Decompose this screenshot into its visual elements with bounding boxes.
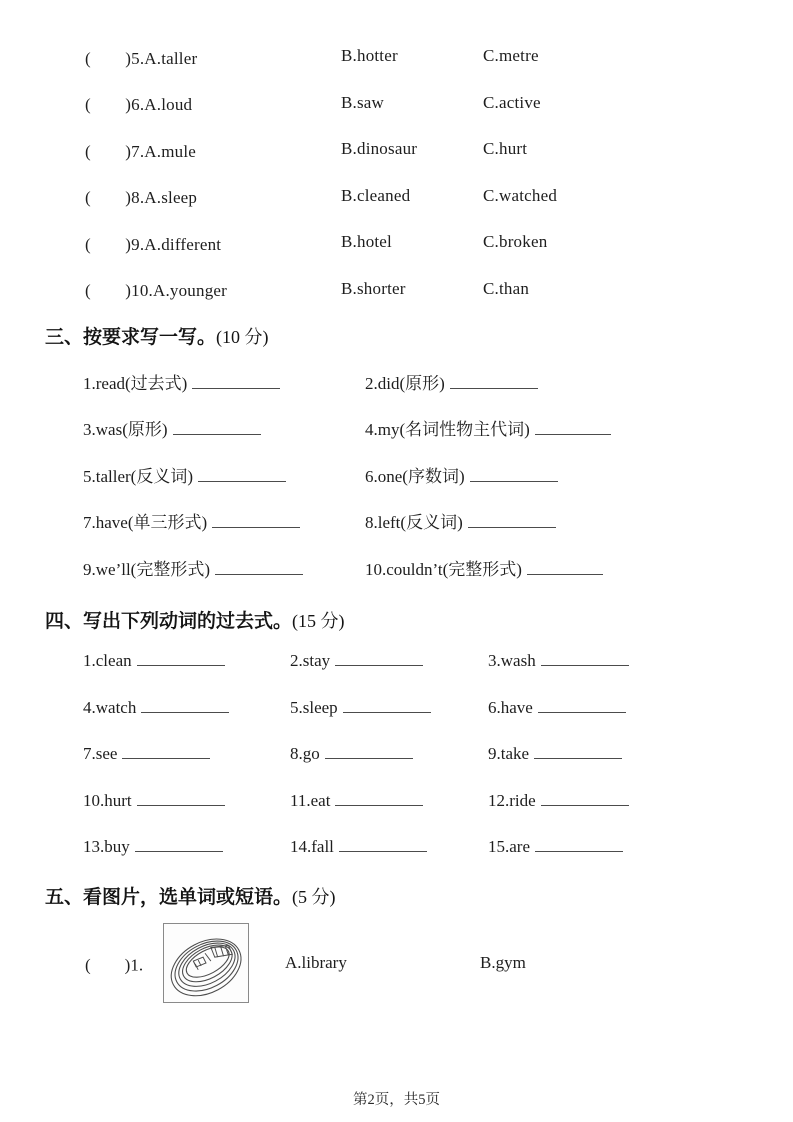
verb-item-3 [488, 649, 793, 671]
verb-item-1 [83, 649, 290, 671]
fill-item-3 [83, 415, 365, 440]
verb-label: 1.clean [83, 651, 132, 671]
fill-item-label: 8.left(反义词) [365, 513, 463, 533]
section4-title [45, 606, 345, 633]
answer-blank [137, 789, 225, 806]
section3-title-text: 三、按要求写一写。 [45, 327, 217, 348]
picture-item-lead: ( )1. [85, 955, 144, 975]
fill-item-label: 1.read(过去式) [83, 373, 188, 393]
mc-option-b: B.shorter [341, 278, 406, 298]
fill-item-6 [365, 462, 793, 487]
answer-blank [198, 465, 286, 482]
fill-row [0, 358, 793, 405]
mc-lead: ( )6.A.loud [85, 95, 193, 115]
fill-item-label: 4.my(名词性物主代词) [365, 420, 530, 440]
write-as-required-section [0, 358, 793, 591]
fill-row [0, 498, 793, 545]
answer-blank [538, 696, 626, 713]
mc-option-c: C.metre [483, 46, 539, 66]
mc-option-c: C.than [483, 278, 530, 298]
verb-item-8 [290, 742, 488, 764]
mc-option-b: B.saw [341, 92, 385, 112]
answer-blank [470, 465, 558, 482]
fill-row [0, 405, 793, 452]
verb-label: 12.ride [488, 790, 536, 810]
verb-label: 11.eat [290, 790, 331, 810]
mc-item-9 [0, 219, 793, 266]
fill-row [0, 684, 793, 731]
fill-item-1 [83, 369, 365, 394]
fill-item-label: 9.we’ll(完整形式) [83, 559, 211, 579]
answer-blank [339, 835, 427, 852]
multiple-choice-section [0, 33, 793, 312]
verb-label: 15.are [488, 837, 531, 857]
verb-item-10 [83, 789, 290, 811]
answer-blank [335, 789, 423, 806]
fill-row [0, 637, 793, 684]
answer-blank [335, 649, 423, 666]
answer-blank [535, 835, 623, 852]
mc-lead: ( )7.A.mule [85, 141, 196, 161]
mc-option-c: C.watched [483, 185, 558, 205]
mc-option-c: C.broken [483, 232, 548, 252]
verb-label: 4.watch [83, 697, 137, 717]
verb-label: 7.see [83, 744, 118, 764]
mc-item-10 [0, 266, 793, 313]
running-track-drawing [164, 924, 248, 1002]
fill-item-label: 10.couldn’t(完整形式) [365, 559, 522, 579]
fill-item-label: 3.was(原形) [83, 420, 168, 440]
page-number-footer: 第2页，共5页 [353, 1092, 440, 1108]
answer-blank [173, 418, 261, 435]
section5-title-text: 五、看图片，选单词或短语。 [45, 887, 293, 908]
answer-blank [534, 742, 622, 759]
mc-option-b: B.cleaned [341, 185, 411, 205]
picture-option-a: A.library [285, 953, 347, 972]
mc-option-b: B.hotter [341, 46, 398, 66]
answer-blank [527, 558, 603, 575]
verb-label: 2.stay [290, 651, 331, 671]
fill-item-label: 6.one(序数词) [365, 466, 465, 486]
mc-option-c: C.active [483, 92, 541, 112]
answer-blank [212, 511, 300, 528]
answer-blank [541, 789, 629, 806]
picture-option-b: B.gym [480, 953, 526, 972]
section3-title [45, 322, 269, 349]
answer-blank [535, 418, 611, 435]
fill-row [0, 777, 793, 824]
verb-label: 5.sleep [290, 697, 338, 717]
mc-lead: ( )5.A.taller [85, 48, 198, 68]
verb-label: 9.take [488, 744, 530, 764]
fill-item-10 [365, 555, 793, 580]
past-tense-section [0, 637, 793, 870]
mc-lead: ( )10.A.younger [85, 281, 228, 301]
verb-label: 3.wash [488, 651, 536, 671]
running-track-image [163, 923, 249, 1003]
verb-item-13 [83, 835, 290, 857]
mc-option-b: B.dinosaur [341, 139, 418, 159]
fill-row [0, 823, 793, 870]
answer-blank [325, 742, 413, 759]
answer-blank [141, 696, 229, 713]
answer-blank [343, 696, 431, 713]
fill-item-label: 7.have(单三形式) [83, 513, 208, 533]
verb-item-15 [488, 835, 793, 857]
fill-row [0, 730, 793, 777]
section5-score: (5 分) [292, 887, 336, 907]
verb-label: 10.hurt [83, 790, 132, 810]
answer-blank [122, 742, 210, 759]
verb-label: 13.buy [83, 837, 130, 857]
section3-score: (10 分) [216, 327, 269, 347]
mc-option-c: C.hurt [483, 139, 528, 159]
fill-row [0, 544, 793, 591]
mc-item-5 [0, 33, 793, 80]
verb-item-12 [488, 789, 793, 811]
verb-item-4 [83, 696, 290, 718]
fill-item-label: 2.did(原形) [365, 373, 445, 393]
mc-item-8 [0, 173, 793, 220]
verb-item-7 [83, 742, 290, 764]
mc-lead: ( )9.A.different [85, 234, 222, 254]
fill-item-8 [365, 508, 793, 533]
answer-blank [541, 649, 629, 666]
section4-title-text: 四、写出下列动词的过去式。 [45, 611, 293, 632]
answer-blank [135, 835, 223, 852]
picture-choice-item-1 [0, 922, 793, 1004]
fill-item-4 [365, 415, 793, 440]
fill-item-7 [83, 508, 365, 533]
answer-blank [468, 511, 556, 528]
fill-row [0, 451, 793, 498]
mc-item-6 [0, 80, 793, 127]
mc-option-b: B.hotel [341, 232, 392, 252]
verb-item-14 [290, 835, 488, 857]
verb-label: 8.go [290, 744, 320, 764]
section5-title [45, 882, 336, 909]
verb-item-11 [290, 789, 488, 811]
verb-label: 14.fall [290, 837, 334, 857]
fill-item-2 [365, 369, 793, 394]
section4-score: (15 分) [292, 611, 345, 631]
verb-item-9 [488, 742, 793, 764]
fill-item-9 [83, 555, 365, 580]
mc-lead: ( )8.A.sleep [85, 188, 198, 208]
mc-item-7 [0, 126, 793, 173]
answer-blank [450, 372, 538, 389]
fill-item-5 [83, 462, 365, 487]
answer-blank [192, 372, 280, 389]
answer-blank [215, 558, 303, 575]
verb-label: 6.have [488, 697, 533, 717]
verb-item-5 [290, 696, 488, 718]
verb-item-6 [488, 696, 793, 718]
verb-item-2 [290, 649, 488, 671]
answer-blank [137, 649, 225, 666]
fill-item-label: 5.taller(反义词) [83, 466, 193, 486]
